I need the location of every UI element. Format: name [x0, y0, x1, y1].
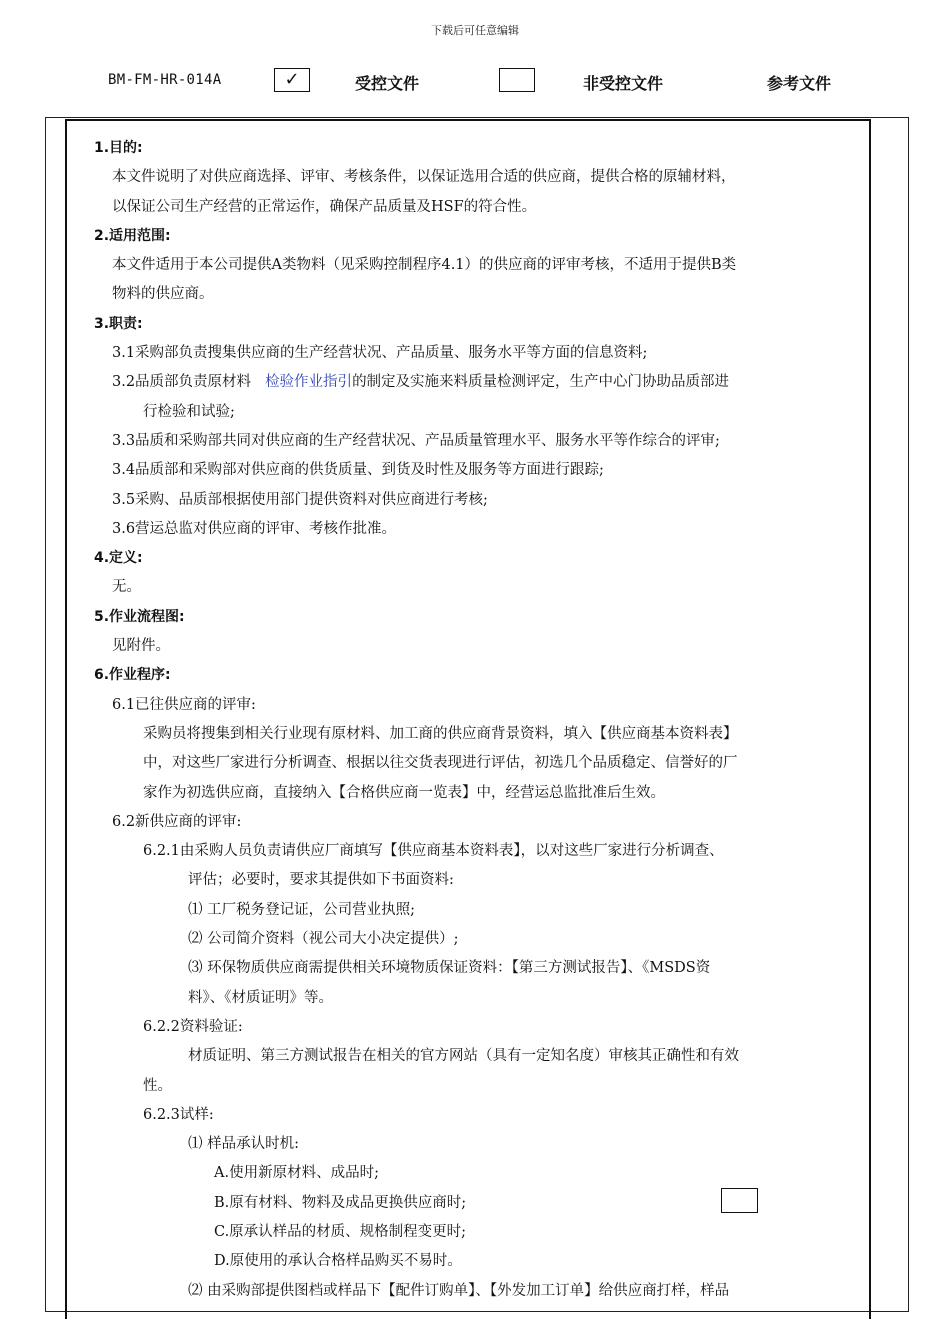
procedure-6-2-2-line-2: 性。	[143, 1077, 172, 1094]
check-mark-icon: ✓	[284, 69, 300, 90]
procedure-6-2-3-item-2: ⑵ 由采购部提供图档或样品下【配件订购单】、【外发加工订单】给供应商打样，样品	[188, 1282, 730, 1299]
inspection-guide-link[interactable]: 检验作业指引	[265, 374, 353, 391]
procedure-6-2-3-item-a: A.使用新原材料、成品时;	[214, 1165, 379, 1182]
scope-line-1: 本文件适用于本公司提供A类物料（见采购控制程序4.1）的供应商的评审考核，不适用于提供B类	[112, 257, 737, 274]
section-title-purpose: 1.目的:	[94, 140, 143, 156]
purpose-line-1: 本文件说明了对供应商选择、评审、考核条件，以保证选用合适的供应商，提供合格的原辅材料，	[112, 169, 736, 186]
procedure-6-2-3-item-1: ⑴ 样品承认时机:	[188, 1136, 299, 1153]
purpose-line-2: 以保证公司生产经营的正常运作，确保产品质量及HSF的符合性。	[112, 198, 537, 215]
document-body	[94, 134, 844, 1306]
procedure-6-2-3-title: 6.2.3试样:	[143, 1106, 214, 1123]
procedure-6-2-1-item-1: ⑴ 工厂税务登记证，公司营业执照;	[188, 901, 415, 918]
procedure-6-2-1-item-3: ⑶ 环保物质供应商需提供相关环境物质保证资料：【第三方测试报告】、《MSDS资	[188, 960, 711, 977]
procedure-6-2-title: 6.2新供应商的评审:	[112, 813, 242, 830]
procedure-6-2-1-line-2: 评估；必要时，要求其提供如下书面资料:	[188, 872, 454, 889]
procedure-6-2-1-line-1: 6.2.1由采购人员负责请供应厂商填写【供应商基本资料表】，以对这些厂家进行分析调查、	[143, 843, 724, 860]
responsibility-3-5: 3.5采购、品质部根据使用部门提供资料对供应商进行考核;	[112, 491, 488, 508]
procedure-6-1-line-1: 采购员将搜集到相关行业现有原材料、加工商的供应商背景资料，填入【供应商基本资料表】	[143, 725, 738, 742]
flowchart-line: 见附件。	[112, 638, 170, 655]
section-title-definitions: 4.定义:	[94, 550, 143, 567]
responsibility-3-3: 3.3品质和采购部共同对供应商的生产经营状况、产品质量管理水平、服务水平等作综合的评审;	[112, 432, 720, 449]
controlled-checkbox[interactable]	[274, 68, 310, 92]
procedure-6-2-2-line-1: 材质证明、第三方测试报告在相关的官方网站（具有一定知名度）审核其正确性和有效	[188, 1048, 739, 1065]
section-title-procedure: 6.作业程序:	[94, 667, 171, 684]
section-title-flowchart: 5.作业流程图:	[94, 608, 185, 625]
definitions-line: 无。	[112, 579, 141, 596]
responsibility-3-2-start: 3.2品质部负责原材料	[112, 374, 252, 391]
document-code: BM-FM-HR-014A	[108, 72, 222, 88]
scope-line-2: 物料的供应商。	[112, 286, 214, 303]
responsibility-3-6: 3.6营运总监对供应商的评审、考核作批准。	[112, 520, 397, 537]
section-title-responsibilities: 3.职责:	[94, 315, 143, 332]
document-control-header	[0, 66, 950, 96]
uncontrolled-label: 非受控文件	[583, 74, 664, 93]
procedure-6-2-1-item-2: ⑵ 公司简介资料（视公司大小决定提供）;	[188, 931, 459, 948]
uncontrolled-checkbox[interactable]	[499, 68, 535, 92]
procedure-6-2-3-item-d: D.原使用的承认合格样品购买不易时。	[214, 1253, 462, 1270]
empty-checkbox[interactable]	[721, 1188, 758, 1213]
procedure-6-2-1-item-3-continued: 料》、《材质证明》等。	[188, 989, 333, 1006]
responsibility-3-2-end: 的制定及实施来料质量检测评定，生产中心门协助品质部进	[352, 374, 730, 391]
procedure-6-1-line-2: 中，对这些厂家进行分析调查、根据以往交货表现进行评估，初选几个品质稳定、信誉好的厂	[143, 755, 738, 772]
section-title-scope: 2.适用范围:	[94, 227, 171, 244]
responsibility-3-1: 3.1采购部负责搜集供应商的生产经营状况、产品质量、服务水平等方面的信息资料;	[112, 345, 648, 362]
controlled-label: 受控文件	[355, 74, 420, 93]
procedure-6-2-3-item-c: C.原承认样品的材质、规格制程变更时;	[214, 1223, 467, 1240]
procedure-6-1-line-3: 家作为初选供应商，直接纳入【合格供应商一览表】中，经营运总监批准后生效。	[143, 784, 665, 801]
responsibility-3-2-continued: 行检验和试验;	[143, 403, 235, 420]
procedure-6-2-3-item-b: B.原有材料、物料及成品更换供应商时;	[214, 1194, 467, 1211]
responsibility-3-4: 3.4品质部和采购部对供应商的供货质量、到货及时性及服务等方面进行跟踪;	[112, 462, 604, 479]
procedure-6-1-title: 6.1已往供应商的评审:	[112, 696, 256, 713]
procedure-6-2-2-title: 6.2.2资料验证:	[143, 1018, 243, 1035]
reference-label: 参考文件	[767, 74, 832, 93]
download-watermark: 下载后可任意编辑	[431, 24, 519, 37]
responsibility-3-2	[94, 368, 844, 397]
